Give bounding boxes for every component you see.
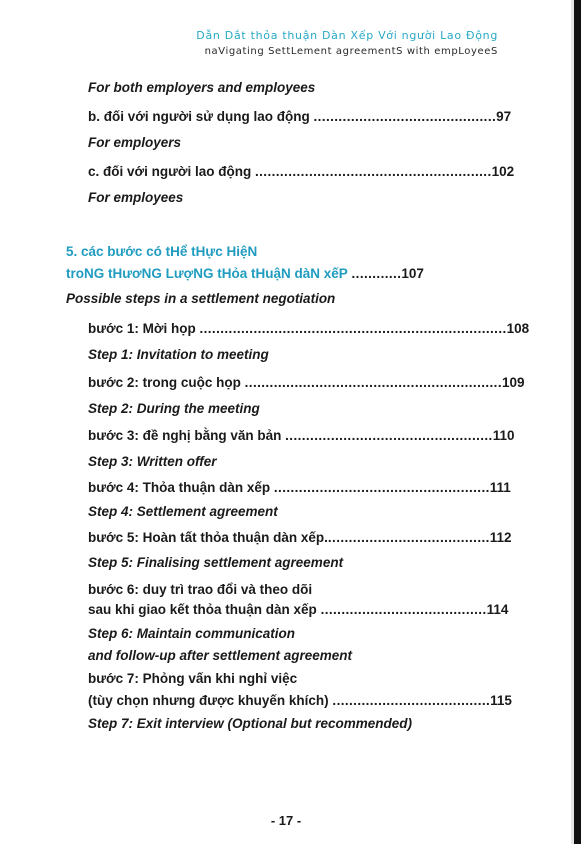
toc-item-label: b. đối với người sử dụng lao động bbox=[88, 109, 310, 124]
toc-step-7-line1: bước 7: Phỏng vấn khi nghỉ việc bbox=[88, 671, 298, 686]
toc-step-3[interactable] bbox=[88, 427, 514, 445]
toc-item-label: bước 3: đề nghị bằng văn bản bbox=[88, 428, 282, 443]
toc-section-5[interactable] bbox=[66, 265, 424, 283]
toc-item-label: bước 4: Thỏa thuận dàn xếp bbox=[88, 480, 271, 495]
toc-leader: .................................................... bbox=[273, 480, 490, 495]
toc-page-number: 110 bbox=[492, 428, 515, 443]
toc-leader: .......................................................................... bbox=[199, 321, 507, 336]
toc-page-number: 111 bbox=[489, 480, 511, 495]
toc-step-6-line1: bước 6: duy trì trao đổi và theo dõi bbox=[88, 582, 313, 597]
toc-en-both: For both employers and employees bbox=[88, 80, 316, 95]
toc-item-label: bước 5: Hoàn tất thỏa thuận dàn xếp. bbox=[88, 530, 328, 545]
toc-leader: ....................................... bbox=[327, 530, 490, 545]
toc-en-employees: For employees bbox=[88, 190, 184, 205]
toc-step-4[interactable] bbox=[88, 479, 511, 497]
header-title-vi: Dẫn Dắt thỏa thuận Dàn Xếp Với người Lao Động bbox=[196, 29, 498, 42]
toc-leader: .............................................................. bbox=[244, 375, 502, 390]
toc-item-b[interactable] bbox=[88, 108, 511, 126]
toc-page-number: 114 bbox=[486, 602, 509, 617]
page-number: - 17 - bbox=[270, 813, 302, 828]
toc-step-6-en-line1: Step 6: Maintain communication bbox=[88, 626, 296, 641]
toc-step-6[interactable] bbox=[88, 601, 508, 619]
toc-page-number: 115 bbox=[490, 693, 512, 708]
toc-page-number: 108 bbox=[506, 321, 530, 336]
toc-page-number: 97 bbox=[496, 109, 512, 124]
toc-step-3-en: Step 3: Written offer bbox=[88, 454, 217, 469]
toc-item-c[interactable] bbox=[88, 163, 514, 181]
toc-step-5[interactable] bbox=[88, 529, 512, 547]
toc-item-label: sau khi giao kết thỏa thuận dàn xếp bbox=[88, 602, 317, 617]
toc-step-1-en: Step 1: Invitation to meeting bbox=[88, 347, 269, 362]
toc-step-7[interactable] bbox=[88, 692, 512, 710]
toc-step-1[interactable] bbox=[88, 320, 529, 338]
toc-step-6-en-line2: and follow-up after settlement agreement bbox=[88, 648, 353, 663]
section-5-heading-line1: 5. các bước có tHể tHực HiệN bbox=[66, 244, 258, 259]
toc-item-label: (tùy chọn nhưng được khuyến khích) bbox=[88, 693, 329, 708]
toc-leader: ........................................ bbox=[320, 602, 487, 617]
toc-item-label: bước 1: Mời họp bbox=[88, 321, 196, 336]
toc-item-label: c. đối với người lao động bbox=[88, 164, 252, 179]
toc-step-5-en: Step 5: Finalising settlement agreement bbox=[88, 555, 344, 570]
toc-leader: .................................................. bbox=[285, 428, 493, 443]
toc-page-number: 102 bbox=[491, 164, 515, 179]
toc-item-label: bước 2: trong cuộc họp bbox=[88, 375, 241, 390]
toc-step-2-en: Step 2: During the meeting bbox=[88, 401, 260, 416]
toc-page-number: 107 bbox=[401, 266, 424, 281]
toc-step-4-en: Step 4: Settlement agreement bbox=[88, 504, 278, 519]
toc-page-number: 109 bbox=[502, 375, 525, 390]
toc-leader: ...................................... bbox=[332, 693, 491, 708]
toc-leader: ............ bbox=[351, 266, 402, 281]
section-5-heading-line2: troNG tHươNG LượNG tHỏa tHuậN dàN xếP bbox=[66, 266, 348, 281]
toc-leader: ............................................ bbox=[313, 109, 497, 124]
toc-leader: ......................................................... bbox=[255, 164, 492, 179]
toc-step-2[interactable] bbox=[88, 374, 525, 392]
header-title-en: naVigating SettLement agreementS with empLoyeeS bbox=[204, 46, 498, 57]
toc-page-number: 112 bbox=[489, 530, 512, 545]
section-5-en: Possible steps in a settlement negotiation bbox=[66, 291, 336, 306]
toc-step-7-en: Step 7: Exit interview (Optional but recommended) bbox=[88, 716, 413, 731]
toc-en-employers: For employers bbox=[88, 135, 182, 150]
